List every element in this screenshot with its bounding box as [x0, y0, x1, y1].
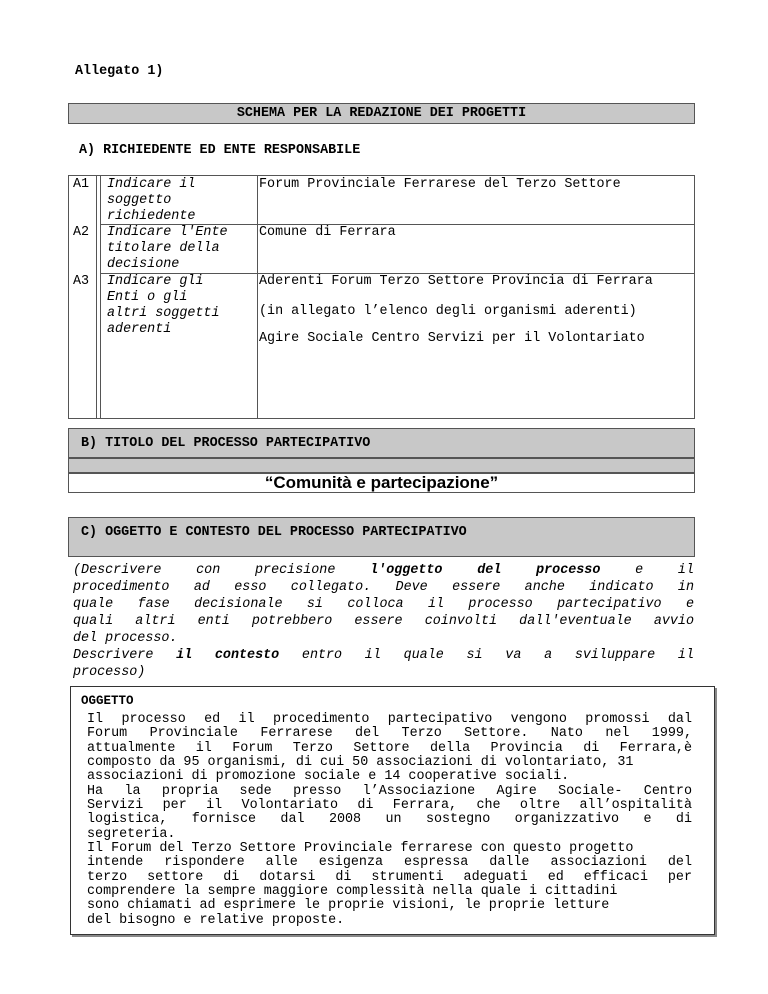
instruction-text: quale fase decisionale si colloca il processo partecipativo e — [73, 597, 694, 612]
section-a-table — [68, 175, 695, 419]
attachment-label: Allegato 1) — [75, 64, 164, 79]
section-b-spacer — [68, 458, 695, 473]
instruction-text: processo) — [73, 665, 146, 680]
instruction-text: Descrivere il contesto entro il quale si va a sviluppare il — [73, 648, 694, 663]
section-c-header — [68, 517, 695, 557]
row-value-a2: Comune di Ferrara — [259, 225, 396, 240]
section-a-title: A) RICHIEDENTE ED ENTE RESPONSABILE — [79, 143, 361, 158]
instruction-text: (Descrivere con precisione l'oggetto del processo e il — [73, 563, 694, 578]
oggetto-line: sono chiamati ad esprimere le proprie visioni, le proprie letture — [87, 898, 610, 914]
emphasis: il contesto — [176, 648, 280, 663]
instruction-line — [73, 647, 694, 664]
instruction-text: procedimento ad esso collegato. Deve essere anche indicato in — [73, 580, 694, 595]
emphasis: l'oggetto del processo — [370, 563, 601, 578]
section-b-header — [68, 428, 695, 458]
oggetto-line: composto da 95 organismi, di cui 50 associazioni di volontariato, 31 — [87, 755, 634, 770]
oggetto-line: del bisogno e relative proposte. — [87, 912, 345, 928]
row-value-a3-line3: Agire Sociale Centro Servizi per il Volontariato — [259, 331, 645, 346]
instruction-line — [73, 596, 694, 613]
oggetto-line: Ha la propria sede presso l’Associazione Agire Sociale- Centro — [87, 783, 692, 799]
oggetto-line: Il processo ed il procedimento partecipativo vengono promossi dal — [87, 712, 692, 727]
oggetto-line: Forum Provinciale Ferrarese del Terzo Settore. Nato nel 1999, — [87, 726, 692, 742]
schema-title-bar — [68, 103, 695, 124]
oggetto-label: OGGETTO — [81, 694, 134, 708]
section-b-title: B) TITOLO DEL PROCESSO PARTECIPATIVO — [81, 436, 371, 451]
oggetto-line: Servizi per il Volontariato di Ferrara, che oltre all’ospitalità — [87, 798, 692, 813]
oggetto-line: segreteria. — [87, 826, 176, 842]
instruction-line — [73, 613, 694, 630]
row-label-a2: Indicare l'Ente titolare della decisione — [107, 225, 228, 272]
row-label-a1: Indicare il soggetto richiedente — [107, 177, 196, 224]
schema-title: SCHEMA PER LA REDAZIONE DEI PROGETTI — [236, 106, 527, 121]
oggetto-line: attualmente il Forum Terzo Settore della Provincia di Ferrara,è — [87, 740, 692, 756]
instruction-line — [73, 630, 694, 647]
oggetto-line: terzo settore di dotarsi di strumenti adeguati ed efficaci per — [87, 869, 692, 885]
oggetto-box — [70, 686, 715, 935]
row-value-a3-line2: (in allegato l’elenco degli organismi aderenti) — [259, 304, 637, 319]
instruction-line — [73, 664, 694, 681]
project-title: “Comunità e partecipazione” — [264, 473, 499, 492]
row-code-a3: A3 — [73, 274, 90, 289]
project-title-box — [68, 473, 695, 493]
oggetto-line: associazioni di promozione sociale e 14 cooperative sociali. — [87, 769, 570, 785]
instruction-text: del processo. — [73, 631, 178, 646]
table-divider — [96, 176, 101, 418]
table-divider — [257, 176, 258, 418]
instruction-line — [73, 562, 694, 579]
row-label-a3: Indicare gli Enti o gli altri soggetti aderenti — [107, 274, 220, 337]
instruction-text: quali altri enti potrebbero essere coinvolti dall'eventuale avvio — [73, 614, 694, 629]
row-value-a3-line1: Aderenti Forum Terzo Settore Provincia di Ferrara — [259, 274, 653, 289]
oggetto-line: logistica, fornisce dal 2008 un sostegno organizzativo e di — [87, 812, 692, 828]
row-code-a2: A2 — [73, 225, 90, 240]
row-code-a1: A1 — [73, 177, 90, 192]
section-c-title: C) OGGETTO E CONTESTO DEL PROCESSO PARTECIPATIVO — [81, 525, 467, 540]
oggetto-line: Il Forum del Terzo Settore Provinciale ferrarese con questo progetto — [87, 841, 634, 856]
oggetto-line: intende rispondere alle esigenza espressa dalle associazioni del — [87, 855, 692, 871]
instruction-line — [73, 579, 694, 596]
row-value-a1: Forum Provinciale Ferrarese del Terzo Settore — [259, 177, 621, 192]
oggetto-line: comprendere la sempre maggiore complessità nella quale i cittadini — [87, 884, 618, 899]
